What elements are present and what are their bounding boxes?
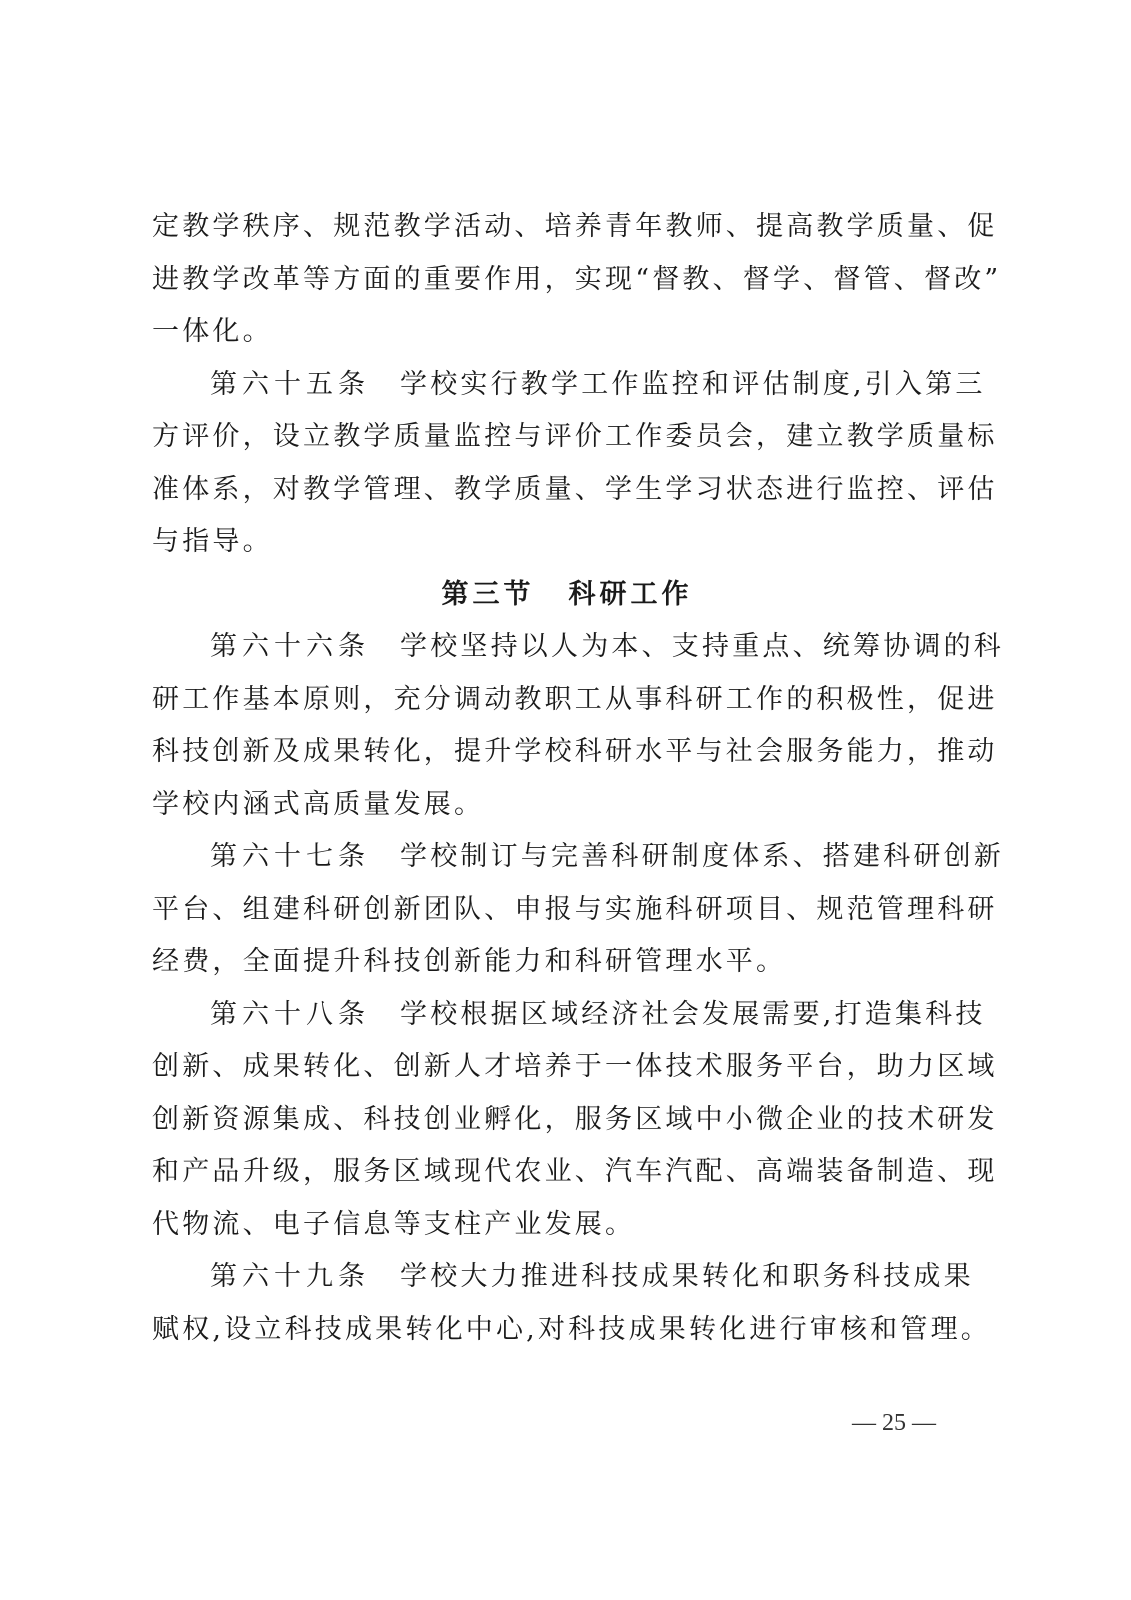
- text-line: 与指导。: [152, 526, 273, 557]
- text-line: 定教学秩序、规范教学活动、培养青年教师、提高教学质量、促: [152, 211, 998, 242]
- section-number: 第三节: [441, 578, 535, 610]
- text-line: 准体系，对教学管理、教学质量、学生学习状态进行监控、评估: [152, 473, 998, 505]
- article-65-first-line: [152, 359, 986, 412]
- article-68-first-line: [152, 989, 986, 1042]
- article-69-first-line: [152, 1251, 982, 1304]
- section-title: 科研工作: [568, 578, 693, 610]
- text-line: 经费，全面提升科技创新能力和科研管理水平。: [152, 946, 787, 977]
- article-67-first-line: [152, 831, 1004, 884]
- page-number: — 25 —: [852, 1410, 936, 1436]
- text-line: 方评价，设立教学质量监控与评价工作委员会，建立教学质量标: [152, 421, 998, 452]
- article-number: 第六十八条: [210, 998, 370, 1030]
- text-line: 赋权,设立科技成果转化中心,对科技成果转化进行审核和管理。: [152, 1313, 991, 1345]
- article-66-first-line: [152, 621, 1004, 674]
- text-line: 代物流、电子信息等支柱产业发展。: [152, 1208, 636, 1240]
- article-text: 学校坚持以人为本、支持重点、统筹协调的科: [400, 631, 1004, 662]
- article-text: 学校实行教学工作监控和评估制度,引入第三: [400, 368, 986, 400]
- article-number: 第六十九条: [210, 1261, 370, 1292]
- article-text: 学校大力推进科技成果转化和职务科技成果: [400, 1261, 974, 1292]
- text-line: 学校内涵式高质量发展。: [152, 788, 485, 820]
- text-line: 进教学改革等方面的重要作用，实现“督教、督学、督管、督改”: [152, 263, 1002, 295]
- text-line: 创新资源集成、科技创业孵化，服务区域中小微企业的技术研发: [152, 1103, 998, 1135]
- article-number: 第六十六条: [210, 631, 370, 662]
- article-number: 第六十五条: [210, 368, 370, 400]
- article-text: 学校根据区域经济社会发展需要,打造集科技: [400, 998, 986, 1030]
- text-line: 研工作基本原则，充分调动教职工从事科研工作的积极性，促进: [152, 683, 998, 715]
- body-text: [152, 201, 1004, 1356]
- article-text: 学校制订与完善科研制度体系、搭建科研创新: [400, 841, 1004, 872]
- section-heading: [152, 569, 982, 622]
- text-line: 科技创新及成果转化，提升学校科研水平与社会服务能力，推动: [152, 736, 998, 767]
- text-line: 平台、组建科研创新团队、申报与实施科研项目、规范管理科研: [152, 893, 998, 925]
- article-number: 第六十七条: [210, 841, 370, 872]
- text-line: 和产品升级，服务区域现代农业、汽车汽配、高端装备制造、现: [152, 1156, 998, 1187]
- text-line: 一体化。: [152, 316, 273, 347]
- text-line: 创新、成果转化、创新人才培养于一体技术服务平台，助力区域: [152, 1051, 998, 1082]
